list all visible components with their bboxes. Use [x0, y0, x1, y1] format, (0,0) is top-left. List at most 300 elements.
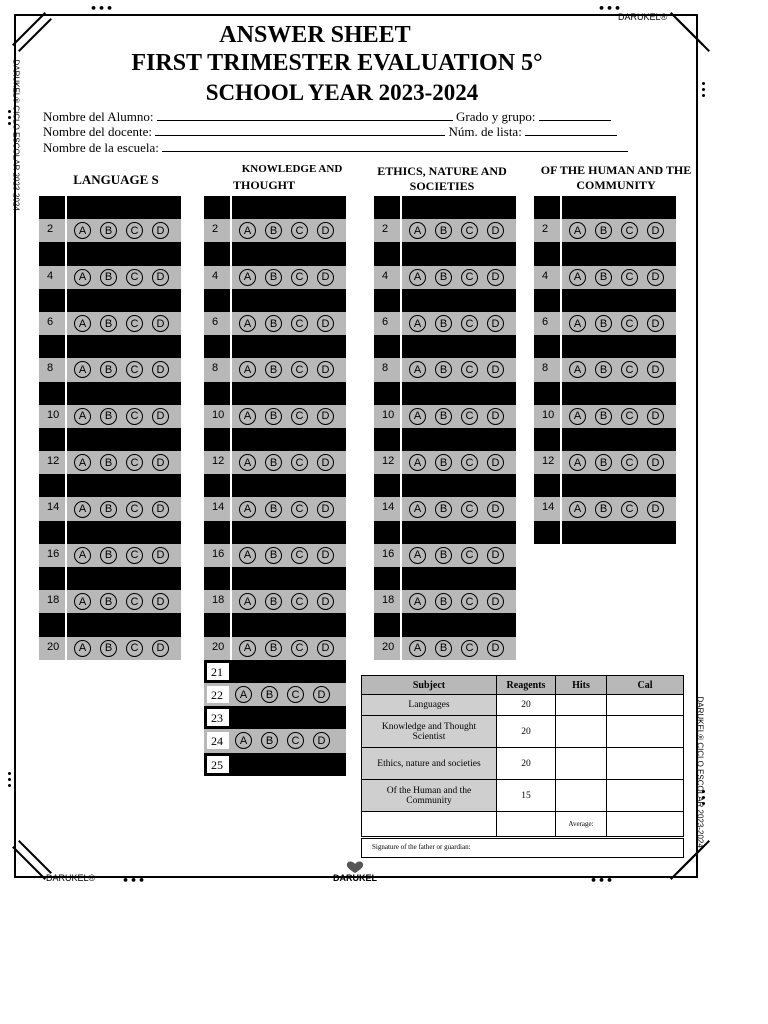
answer-row — [39, 289, 181, 312]
answer-bubble[interactable]: D — [647, 408, 664, 425]
answer-row — [374, 335, 516, 358]
answer-bubble[interactable]: D — [487, 454, 504, 471]
answer-bubble[interactable]: B — [595, 269, 612, 286]
answer-row — [534, 451, 676, 474]
answer-bubble[interactable]: A — [569, 361, 586, 378]
question-number: 14 — [204, 497, 232, 520]
answer-bubble[interactable]: C — [461, 454, 478, 471]
answer-bubble[interactable]: C — [291, 593, 308, 610]
answer-bubble[interactable]: D — [487, 640, 504, 657]
title-line-1: ANSWER SHEET — [219, 22, 411, 48]
answer-bubble[interactable]: B — [100, 222, 117, 239]
answer-options — [562, 358, 676, 381]
answer-bubble[interactable]: A — [74, 547, 91, 564]
school-input[interactable] — [162, 140, 628, 152]
question-number: 8 — [39, 358, 67, 381]
answer-bubble[interactable]: D — [152, 361, 169, 378]
answer-bubble[interactable]: B — [265, 269, 282, 286]
answer-options — [235, 660, 346, 683]
question-number: 24 — [207, 732, 229, 749]
answer-bubble[interactable]: A — [409, 269, 426, 286]
question-number: 14 — [39, 497, 67, 520]
answer-bubble[interactable]: C — [461, 269, 478, 286]
answer-bubble[interactable]: A — [569, 269, 586, 286]
hits-cell[interactable] — [556, 716, 607, 748]
answer-row — [534, 358, 676, 381]
score-table — [361, 675, 684, 837]
answer-options — [402, 242, 516, 265]
answer-bubble[interactable]: C — [291, 640, 308, 657]
answer-bubble[interactable]: A — [409, 547, 426, 564]
question-number: 22 — [207, 686, 229, 703]
grade-input[interactable] — [539, 109, 611, 121]
answer-bubble[interactable]: D — [317, 408, 334, 425]
question-number: 2 — [374, 219, 402, 242]
answer-row — [534, 335, 676, 358]
answer-options — [232, 637, 346, 660]
question-number — [534, 289, 562, 312]
answer-bubble[interactable]: A — [239, 640, 256, 657]
answer-bubble[interactable]: C — [461, 361, 478, 378]
answer-bubble[interactable]: A — [74, 269, 91, 286]
answer-bubble[interactable]: D — [313, 732, 330, 749]
answer-bubble[interactable]: A — [239, 315, 256, 332]
answer-options — [402, 613, 516, 636]
question-number: 14 — [534, 497, 562, 520]
answer-bubble[interactable]: D — [152, 454, 169, 471]
answer-bubble[interactable]: D — [487, 315, 504, 332]
average-label: Average: — [556, 812, 607, 837]
answer-bubble[interactable]: A — [409, 222, 426, 239]
question-number — [204, 289, 232, 312]
answer-row — [374, 382, 516, 405]
answer-bubble[interactable]: D — [317, 361, 334, 378]
answer-bubble[interactable]: C — [621, 454, 638, 471]
answer-bubble[interactable]: B — [595, 315, 612, 332]
answer-bubble[interactable]: B — [435, 547, 452, 564]
question-number — [534, 521, 562, 544]
answer-bubble[interactable]: A — [239, 547, 256, 564]
teacher-label: Nombre del docente: — [43, 124, 153, 139]
answer-bubble[interactable]: C — [461, 547, 478, 564]
answer-bubble[interactable]: D — [317, 547, 334, 564]
question-number: 21 — [207, 663, 229, 680]
question-number: 4 — [534, 266, 562, 289]
answer-options — [402, 312, 516, 335]
answer-bubble[interactable]: A — [74, 408, 91, 425]
answer-row — [204, 196, 346, 219]
answer-row — [534, 242, 676, 265]
answer-options — [402, 405, 516, 428]
answer-bubble[interactable]: A — [569, 408, 586, 425]
average-row — [362, 812, 684, 837]
subject-header-human: OF THE HUMAN AND THE COMMUNITY — [540, 163, 692, 192]
question-number: 8 — [204, 358, 232, 381]
answer-bubble[interactable]: C — [291, 315, 308, 332]
answer-bubble[interactable]: B — [265, 501, 282, 518]
answer-bubble[interactable]: C — [461, 501, 478, 518]
answer-bubble[interactable]: B — [265, 593, 282, 610]
answer-options — [235, 729, 346, 752]
answer-bubble[interactable]: C — [291, 361, 308, 378]
answer-row — [204, 242, 346, 265]
answer-row — [204, 289, 346, 312]
answer-options — [402, 335, 516, 358]
answer-column-ethics — [374, 196, 516, 660]
answer-bubble[interactable]: C — [461, 593, 478, 610]
answer-bubble[interactable]: C — [126, 269, 143, 286]
answer-bubble[interactable]: A — [239, 501, 256, 518]
question-number — [374, 567, 402, 590]
subject-cell: Languages — [362, 695, 497, 716]
answer-bubble[interactable]: B — [100, 408, 117, 425]
answer-row — [534, 266, 676, 289]
answer-bubble[interactable]: D — [152, 269, 169, 286]
answer-bubble[interactable]: D — [313, 686, 330, 703]
answer-bubble[interactable]: B — [100, 547, 117, 564]
answer-bubble[interactable]: C — [291, 269, 308, 286]
answer-options — [67, 358, 181, 381]
answer-row — [39, 544, 181, 567]
answer-bubble[interactable]: A — [409, 315, 426, 332]
question-number: 16 — [204, 544, 232, 567]
answer-options — [67, 382, 181, 405]
answer-row — [204, 637, 346, 660]
answer-column-human — [534, 196, 676, 544]
answer-row — [204, 312, 346, 335]
answer-bubble[interactable]: D — [152, 222, 169, 239]
answer-bubble[interactable]: D — [647, 454, 664, 471]
answer-row — [374, 613, 516, 636]
answer-bubble[interactable]: C — [126, 547, 143, 564]
answer-bubble[interactable]: C — [291, 454, 308, 471]
answer-row — [534, 428, 676, 451]
answer-bubble[interactable]: D — [647, 501, 664, 518]
answer-bubble[interactable]: C — [621, 222, 638, 239]
question-number: 20 — [39, 637, 67, 660]
answer-bubble[interactable]: B — [100, 501, 117, 518]
answer-options — [402, 266, 516, 289]
answer-row — [374, 405, 516, 428]
answer-options — [562, 428, 676, 451]
school-field[interactable] — [43, 140, 628, 156]
answer-bubble[interactable]: B — [261, 732, 278, 749]
answer-bubble[interactable]: D — [152, 408, 169, 425]
answer-bubble[interactable]: C — [126, 222, 143, 239]
answer-bubble[interactable]: C — [126, 361, 143, 378]
question-number — [204, 335, 232, 358]
answer-row — [374, 637, 516, 660]
answer-bubble[interactable]: D — [487, 593, 504, 610]
cal-cell[interactable] — [607, 716, 684, 748]
answer-options — [235, 683, 346, 706]
answer-bubble[interactable]: D — [317, 454, 334, 471]
answer-bubble[interactable]: A — [409, 640, 426, 657]
answer-bubble[interactable]: B — [265, 640, 282, 657]
answer-row — [39, 613, 181, 636]
answer-bubble[interactable]: B — [265, 547, 282, 564]
answer-options — [402, 637, 516, 660]
answer-bubble[interactable]: C — [461, 408, 478, 425]
answer-bubble[interactable]: A — [569, 222, 586, 239]
answer-bubble[interactable]: B — [595, 408, 612, 425]
question-number: 2 — [534, 219, 562, 242]
answer-bubble[interactable]: B — [265, 454, 282, 471]
answer-bubble[interactable]: C — [461, 222, 478, 239]
answer-bubble[interactable]: D — [647, 361, 664, 378]
answer-bubble[interactable]: C — [291, 547, 308, 564]
answer-bubble[interactable]: C — [621, 269, 638, 286]
cal-cell[interactable] — [607, 695, 684, 716]
subject-cell: Of the Human and the Community — [362, 780, 497, 812]
hits-cell[interactable] — [556, 748, 607, 780]
answer-bubble[interactable]: B — [435, 269, 452, 286]
answer-bubble[interactable]: A — [239, 454, 256, 471]
answer-bubble[interactable]: B — [265, 222, 282, 239]
answer-bubble[interactable]: D — [317, 501, 334, 518]
question-number: 8 — [374, 358, 402, 381]
answer-bubble[interactable]: A — [74, 315, 91, 332]
answer-bubble[interactable]: B — [435, 640, 452, 657]
answer-bubble[interactable]: B — [100, 361, 117, 378]
answer-bubble[interactable]: D — [487, 501, 504, 518]
answer-bubble[interactable]: A — [74, 454, 91, 471]
answer-bubble[interactable]: C — [621, 408, 638, 425]
question-number — [534, 196, 562, 219]
answer-bubble[interactable]: C — [461, 640, 478, 657]
answer-bubble[interactable]: B — [595, 361, 612, 378]
answer-bubble[interactable]: B — [261, 686, 278, 703]
student-field[interactable] — [43, 109, 611, 125]
answer-bubble[interactable]: A — [74, 361, 91, 378]
answer-bubble[interactable]: D — [152, 315, 169, 332]
answer-bubble[interactable]: B — [100, 315, 117, 332]
answer-row — [39, 312, 181, 335]
answer-options — [232, 196, 346, 219]
answer-bubble[interactable]: C — [291, 408, 308, 425]
teacher-input[interactable] — [155, 124, 445, 136]
answer-bubble[interactable]: B — [100, 593, 117, 610]
question-number: 10 — [374, 405, 402, 428]
answer-bubble[interactable]: B — [435, 593, 452, 610]
answer-bubble[interactable]: D — [487, 408, 504, 425]
answer-bubble[interactable]: A — [235, 732, 252, 749]
question-number: 8 — [534, 358, 562, 381]
answer-bubble[interactable]: A — [409, 593, 426, 610]
heart-icon — [330, 860, 380, 882]
answer-bubble[interactable]: D — [487, 269, 504, 286]
header-reagents: Reagents — [497, 676, 556, 695]
cal-cell[interactable] — [607, 748, 684, 780]
answer-bubble[interactable]: C — [461, 315, 478, 332]
answer-bubble[interactable]: B — [435, 501, 452, 518]
answer-bubble[interactable]: D — [152, 501, 169, 518]
answer-bubble[interactable]: C — [126, 593, 143, 610]
answer-options — [67, 637, 181, 660]
answer-options — [562, 219, 676, 242]
answer-bubble[interactable]: C — [291, 501, 308, 518]
table-row — [362, 716, 684, 748]
answer-bubble[interactable]: C — [621, 361, 638, 378]
answer-bubble[interactable]: C — [126, 454, 143, 471]
question-number: 10 — [204, 405, 232, 428]
answer-options — [67, 289, 181, 312]
answer-bubble[interactable]: A — [239, 222, 256, 239]
answer-bubble[interactable]: A — [239, 269, 256, 286]
answer-options — [232, 266, 346, 289]
answer-options — [402, 196, 516, 219]
answer-row — [39, 521, 181, 544]
answer-bubble[interactable]: B — [435, 361, 452, 378]
hits-cell[interactable] — [556, 780, 607, 812]
answer-bubble[interactable]: B — [595, 501, 612, 518]
answer-bubble[interactable]: A — [569, 454, 586, 471]
answer-row — [204, 683, 346, 706]
answer-bubble[interactable]: A — [74, 640, 91, 657]
answer-row — [204, 753, 346, 776]
answer-bubble[interactable]: D — [317, 269, 334, 286]
answer-options — [67, 590, 181, 613]
answer-bubble[interactable]: B — [595, 454, 612, 471]
answer-bubble[interactable]: C — [287, 732, 304, 749]
answer-bubble[interactable]: C — [621, 315, 638, 332]
answer-bubble[interactable]: A — [409, 454, 426, 471]
answer-row — [39, 382, 181, 405]
answer-bubble[interactable]: D — [487, 222, 504, 239]
answer-options — [562, 196, 676, 219]
answer-bubble[interactable]: A — [409, 501, 426, 518]
answer-bubble[interactable]: B — [265, 408, 282, 425]
question-number: 18 — [204, 590, 232, 613]
answer-bubble[interactable]: D — [647, 269, 664, 286]
answer-bubble[interactable]: D — [317, 315, 334, 332]
header-hits: Hits — [556, 676, 607, 695]
answer-row — [374, 242, 516, 265]
answer-bubble[interactable]: A — [569, 501, 586, 518]
answer-bubble[interactable]: B — [435, 408, 452, 425]
student-label: Nombre del Alumno: — [43, 109, 154, 124]
answer-bubble[interactable]: C — [291, 222, 308, 239]
answer-options — [402, 289, 516, 312]
answer-bubble[interactable]: C — [287, 686, 304, 703]
question-number: 12 — [374, 451, 402, 474]
cal-cell[interactable] — [607, 780, 684, 812]
answer-bubble[interactable]: B — [595, 222, 612, 239]
dots-decoration — [702, 82, 706, 100]
question-number: 4 — [374, 266, 402, 289]
answer-bubble[interactable]: A — [239, 408, 256, 425]
answer-bubble[interactable]: D — [487, 547, 504, 564]
answer-bubble[interactable]: B — [435, 222, 452, 239]
answer-bubble[interactable]: C — [126, 315, 143, 332]
answer-row — [204, 428, 346, 451]
list-num-input[interactable] — [525, 124, 617, 136]
answer-options — [562, 405, 676, 428]
answer-bubble[interactable]: C — [621, 501, 638, 518]
answer-options — [562, 289, 676, 312]
answer-row — [374, 567, 516, 590]
question-number — [374, 335, 402, 358]
logo-text: DARUKEL — [333, 873, 377, 882]
answer-bubble[interactable]: A — [74, 501, 91, 518]
answer-bubble[interactable]: D — [152, 593, 169, 610]
question-number — [204, 196, 232, 219]
answer-bubble[interactable]: A — [409, 361, 426, 378]
answer-bubble[interactable]: B — [265, 361, 282, 378]
answer-options — [402, 382, 516, 405]
answer-bubble[interactable]: D — [152, 640, 169, 657]
answer-row — [39, 405, 181, 428]
question-number — [534, 242, 562, 265]
hits-cell[interactable] — [556, 695, 607, 716]
answer-bubble[interactable]: B — [435, 315, 452, 332]
answer-bubble[interactable]: A — [409, 408, 426, 425]
answer-options — [232, 544, 346, 567]
question-number: 12 — [204, 451, 232, 474]
answer-bubble[interactable]: A — [239, 361, 256, 378]
answer-options — [232, 613, 346, 636]
dots-decoration: ••• — [590, 874, 615, 887]
answer-bubble[interactable]: D — [647, 315, 664, 332]
answer-bubble[interactable]: C — [126, 501, 143, 518]
student-input[interactable] — [157, 109, 453, 121]
question-number — [39, 521, 67, 544]
question-number: 20 — [204, 637, 232, 660]
average-cell[interactable] — [607, 812, 684, 837]
answer-bubble[interactable]: B — [100, 454, 117, 471]
answer-bubble[interactable]: B — [435, 454, 452, 471]
answer-bubble[interactable]: B — [100, 269, 117, 286]
answer-row — [39, 358, 181, 381]
question-number: 10 — [534, 405, 562, 428]
question-number: 12 — [534, 451, 562, 474]
answer-bubble[interactable]: A — [239, 593, 256, 610]
answer-bubble[interactable]: D — [647, 222, 664, 239]
answer-bubble[interactable]: B — [265, 315, 282, 332]
signature-field[interactable]: Signature of the father or guardian: — [361, 838, 684, 858]
answer-bubble[interactable]: D — [317, 593, 334, 610]
answer-bubble[interactable]: B — [100, 640, 117, 657]
answer-bubble[interactable]: C — [126, 640, 143, 657]
answer-options — [232, 590, 346, 613]
question-number: 14 — [374, 497, 402, 520]
answer-bubble[interactable]: D — [317, 222, 334, 239]
question-number: 4 — [39, 266, 67, 289]
answer-options — [235, 706, 346, 729]
subject-cell: Knowledge and Thought Scientist — [362, 716, 497, 748]
answer-bubble[interactable]: A — [235, 686, 252, 703]
answer-bubble[interactable]: D — [317, 640, 334, 657]
dots-decoration — [8, 772, 12, 790]
subject-cell: Ethics, nature and societies — [362, 748, 497, 780]
answer-row — [374, 312, 516, 335]
answer-row — [204, 451, 346, 474]
answer-bubble[interactable]: A — [74, 222, 91, 239]
answer-bubble[interactable]: D — [487, 361, 504, 378]
answer-bubble[interactable]: D — [152, 547, 169, 564]
answer-row — [534, 196, 676, 219]
answer-options — [402, 590, 516, 613]
answer-options — [402, 358, 516, 381]
answer-row — [39, 637, 181, 660]
answer-column-language — [39, 196, 181, 660]
answer-bubble[interactable]: C — [126, 408, 143, 425]
answer-row — [534, 289, 676, 312]
teacher-field[interactable] — [43, 124, 617, 140]
answer-bubble[interactable]: A — [74, 593, 91, 610]
dots-decoration: ••• — [122, 874, 147, 887]
answer-bubble[interactable]: A — [569, 315, 586, 332]
